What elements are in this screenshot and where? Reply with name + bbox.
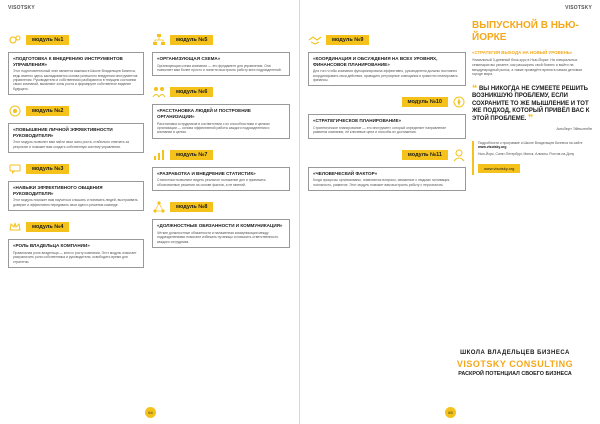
bottom-brand-line2: VISOTSKY CONSULTING — [456, 359, 574, 369]
module-title: «НАВЫКИ ЭФФЕКТИВНОГО ОБЩЕНИЯ РУКОВОДИТЕЛЯ» — [13, 185, 103, 196]
module-text: Для того чтобы компания функционировала эффективно, руководители должны постоянно координировать свои действия, проводить регулярные совещания и грамотно планировать финансы. — [313, 69, 458, 82]
module-badge: модуль №9 — [326, 35, 369, 45]
bottom-brand-line1: ШКОЛА ВЛАДЕЛЬЦЕВ БИЗНЕСА — [460, 350, 570, 356]
module-text: Этот модуль поможет вам научиться слышать и понимать людей, выстраивать доверие и эффективно передавать свои идеи и решения команде. — [13, 198, 138, 207]
module-text: Расстановка сотрудников в соответствии с их способностями и целями организации — основа эффективной работы каждого подразделения и компании в целом. — [157, 121, 270, 135]
module-title: «ДОЛЖНОСТНЫЕ ОБЯЗАННОСТИ И КОММУНИКАЦИЯ» — [157, 223, 283, 229]
people-icon — [152, 85, 166, 99]
module-badge: модуль №8 — [170, 202, 213, 212]
einstein-quote: ❝ ВЫ НИКОГДА НЕ СУМЕЕТЕ РЕШИТЬ ВОЗНИКШУЮ ПРОБЛЕМУ, ЕСЛИ СОХРАНИТЕ ТО ЖЕ МЫШЛЕНИЕ И ТОТ ЖЕ ПОДХОД, КОТОРЫЙ ПРИВЁЛ ВАС К ЭТОЙ ПРОБЛЕМЕ. ❞ — [472, 82, 590, 124]
module-badge: модуль №6 — [170, 87, 213, 97]
module-8 — [152, 199, 290, 248]
info-link[interactable]: www.visotsky.org — [478, 145, 507, 150]
module-text: Этот модуль позволит вам найти свои зоны роста, стабильно отвечать за результат и поможет вам создать собственную систему управления. — [13, 140, 129, 149]
info-box — [472, 141, 592, 175]
module-column-1 — [8, 32, 144, 276]
bottom-brand — [440, 350, 590, 377]
module-badge: модуль №1 — [26, 35, 69, 45]
quote-mark-icon: ❞ — [528, 113, 534, 124]
module-1 — [8, 32, 144, 95]
module-column-2 — [152, 32, 290, 256]
module-title: «РАССТАНОВКА ЛЮДЕЙ И ПОСТРОЕНИЕ ОРГАНИЗАЦИИ» — [157, 108, 251, 119]
module-4 — [8, 219, 144, 268]
module-6 — [152, 84, 290, 138]
module-title: «ОРГАНИЗУЮЩАЯ СХЕМА» — [157, 56, 221, 61]
brand-logo: VISOTSKY — [8, 5, 35, 11]
module-5 — [152, 32, 290, 76]
module-title: «КООРДИНАЦИЯ И ОБСУЖДЕНИЯ НА ВСЕХ УРОВНЯХ, ФИНАНСОВОЕ ПЛАНИРОВАНИЕ» — [313, 56, 438, 67]
compass-icon — [452, 95, 466, 109]
module-3 — [8, 161, 144, 211]
org-chart-icon — [152, 33, 166, 47]
module-badge: модуль №5 — [170, 35, 213, 45]
module-title: «РОЛЬ ВЛАДЕЛЬЦА КОМПАНИИ» — [13, 243, 90, 249]
module-badge: модуль №11 — [402, 150, 448, 160]
module-7 — [152, 147, 290, 191]
module-badge: модуль №2 — [26, 106, 69, 116]
module-text: Стратегическое планирование — это инструмент, который определяет направление развития компании, её ключевые цели и способы их достижения. — [313, 126, 447, 135]
target-icon — [8, 104, 22, 118]
module-text: Когда процессы организованы, появляются вопросы, связанные с людьми: мотивация, лояльность, развитие. Этот модуль поможет вам выстроить работу с персоналом. — [313, 178, 451, 187]
page-number: 64 — [145, 407, 156, 418]
crown-icon — [8, 220, 22, 234]
module-badge: модуль №3 — [26, 164, 69, 174]
sidebar — [472, 20, 592, 175]
sidebar-text: Уникальный 3-дневный блок-курс в Нью-Йорке. На специальных семинарах вы узнаете, как расширить свой бизнес и выйти на международный рынок, а также проведёте время в самом деловом городе мира. — [472, 58, 582, 77]
info-text: Подробности о программе и Школе Владельцев Бизнеса на сайте — [478, 140, 583, 145]
head-icon — [452, 148, 466, 162]
module-title: «ПОДГОТОВКА К ВНЕДРЕНИЮ ИНСТРУМЕНТОВ УПРАВЛЕНИЯ» — [13, 56, 123, 67]
network-icon — [152, 200, 166, 214]
module-badge: модуль №7 — [170, 150, 213, 160]
module-text: Чёткие должностные обязанности и налаженная коммуникация между подразделениями помогают избежать путаницы и повысить ответственность каждого сотрудника. — [157, 230, 279, 244]
sidebar-subtitle: «СТРАТЕГИЯ ВЫХОДА НА НОВЫЙ УРОВЕНЬ» — [472, 50, 573, 55]
module-9 — [308, 32, 466, 86]
module-text: Этот подготовительный этап является важным в Школе Владельцев Бизнеса, ведь именно здесь закладывается основа успешного внедрения инструментов управления. Руководители и собственники разбираются в текущем состоянии своих компаний, выявляют зоны роста и формируют собственное видение будущего. — [13, 69, 138, 91]
bar-chart-icon — [152, 148, 166, 162]
right-page — [300, 0, 600, 424]
module-title: «СТРАТЕГИЧЕСКОЕ ПЛАНИРОВАНИЕ» — [313, 118, 402, 124]
cities-text: Нью-Йорк, Санкт-Петербург, Минск, Алматы, Ростов-на-Дону — [478, 152, 575, 157]
module-10 — [308, 94, 466, 138]
module-text: Организующая схема компании — это фундамент для управления. Она позволяет вам более просто и понятно выстроить работу всех подразделений. — [157, 63, 282, 72]
module-11 — [308, 147, 466, 191]
module-title: «ПОВЫШЕНИЕ ЛИЧНОЙ ЭФФЕКТИВНОСТИ РУКОВОДИТЕЛЯ» — [13, 127, 113, 138]
quote-author: Альберт Эйнштейн — [556, 125, 592, 131]
module-text: Правильная роль владельца — ключ к росту компании. Этот модуль помогает разграничить роли собственника и руководителя, освободить время для стратегии. — [13, 250, 137, 264]
website-pill[interactable]: www.visotsky.org — [478, 164, 520, 173]
module-badge: модуль №10 — [402, 97, 449, 107]
module-badge: модуль №4 — [26, 222, 69, 232]
brand-logo: VISOTSKY — [565, 5, 592, 11]
bottom-brand-line3: РАСКРОЙ ПОТЕНЦИАЛ СВОЕГО БИЗНЕСА — [458, 371, 572, 377]
module-2 — [8, 103, 144, 153]
module-column-3 — [308, 32, 466, 199]
module-text: Статистики позволяют видеть реальное положение дел и принимать обоснованные решения на основе фактов, а не мнений. — [157, 178, 266, 187]
quote-mark-icon: ❝ — [472, 82, 478, 93]
module-title: «ЧЕЛОВЕЧЕСКИЙ ФАКТОР» — [313, 170, 378, 176]
handshake-icon — [308, 33, 322, 47]
gears-icon — [8, 33, 22, 47]
page-number: 65 — [445, 407, 456, 418]
chat-icon — [8, 162, 22, 176]
sidebar-heading: ВЫПУСКНОЙ В НЬЮ-ЙОРКЕ — [472, 20, 579, 43]
module-title: «РАЗРАБОТКА И ВНЕДРЕНИЕ СТАТИСТИК» — [157, 170, 256, 176]
